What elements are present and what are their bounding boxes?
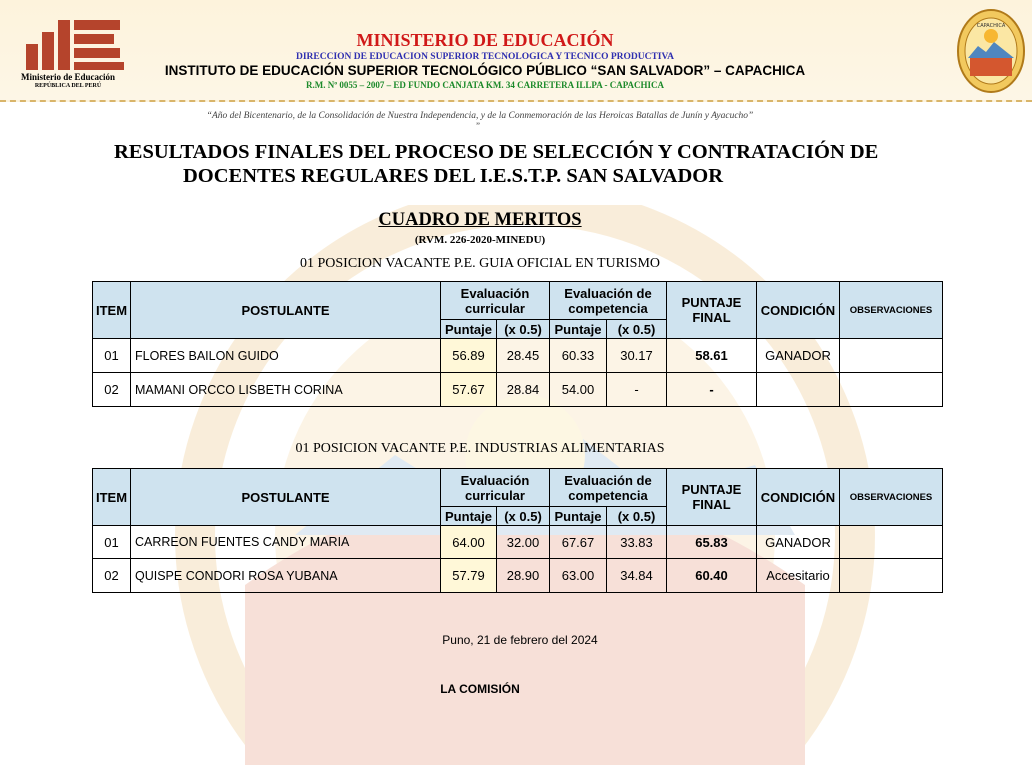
col-puntaje-final: PUNTAJE FINAL [667, 282, 757, 339]
cell-comp-x05: 30.17 [607, 339, 667, 373]
page-title [100, 140, 950, 188]
title-line-1: RESULTADOS FINALES DEL PROCESO DE SELECCIÓN Y CONTRATACIÓN DE [114, 141, 879, 163]
cell-item: 01 [93, 526, 131, 559]
direction-line: DIRECCION DE EDUCACION SUPERIOR TECNOLOGICA Y TECNICO PRODUCTIVA [295, 52, 675, 62]
cell-name: CARREON FUENTES CANDY MARIA [131, 526, 441, 559]
cell-observaciones [840, 373, 943, 407]
cell-final: 58.61 [667, 339, 757, 373]
col-x05: (x 0.5) [497, 320, 550, 339]
results-table [92, 468, 943, 593]
cell-curr-puntaje: 57.79 [441, 559, 497, 593]
col-x05: (x 0.5) [607, 320, 667, 339]
ministry-logo-icon [22, 18, 132, 70]
cell-condicion: GANADOR [757, 526, 840, 559]
cell-name: MAMANI ORCCO LISBETH CORINA [131, 373, 441, 407]
cuadro-heading: CUADRO DE MERITOS [378, 210, 582, 230]
cell-curr-puntaje: 57.67 [441, 373, 497, 407]
cell-comp-puntaje: 60.33 [550, 339, 607, 373]
letterhead [0, 0, 1032, 102]
cell-comp-puntaje: 67.67 [550, 526, 607, 559]
year-motto-close: ” [476, 121, 480, 131]
cell-final: 60.40 [667, 559, 757, 593]
col-condicion: CONDICIÓN [757, 282, 840, 339]
cell-observaciones [840, 526, 943, 559]
cell-final: - [667, 373, 757, 407]
cell-final: 65.83 [667, 526, 757, 559]
cell-observaciones [840, 339, 943, 373]
col-condicion: CONDICIÓN [757, 469, 840, 526]
col-x05: (x 0.5) [497, 507, 550, 526]
col-eval-curricular: Evaluación curricular [441, 469, 550, 507]
col-puntaje: Puntaje [550, 507, 607, 526]
resolution-address: R.M. Nº 0055 – 2007 – ED FUNDO CANJATA KM. 34 CARRETERA ILLPA - CAPACHICA [305, 80, 665, 90]
rvm-reference: (RVM. 226-2020-MINEDU) [414, 234, 546, 246]
col-observaciones: OBSERVACIONES [840, 469, 943, 526]
cell-condicion: Accesitario [757, 559, 840, 593]
footer-signature: LA COMISIÓN [440, 682, 520, 696]
col-puntaje: Puntaje [550, 320, 607, 339]
institute-seal-icon [956, 8, 1026, 94]
cell-comp-x05: 34.84 [607, 559, 667, 593]
cell-curr-x05: 28.90 [497, 559, 550, 593]
col-puntaje: Puntaje [441, 507, 497, 526]
cell-condicion [757, 373, 840, 407]
col-postulante: POSTULANTE [131, 469, 441, 526]
cell-curr-x05: 28.84 [497, 373, 550, 407]
year-motto: “Año del Bicentenario, de la Consolidación de Nuestra Independencia, y de la Conmemoración de las Heroicas Batallas de Junín y Ayacucho” [206, 111, 754, 121]
cell-comp-puntaje: 63.00 [550, 559, 607, 593]
ministry-title: MINISTERIO DE EDUCACIÓN [356, 30, 614, 50]
col-puntaje: Puntaje [441, 320, 497, 339]
cell-curr-puntaje: 56.89 [441, 339, 497, 373]
col-x05: (x 0.5) [607, 507, 667, 526]
seal-text: CAPACHICA [976, 23, 1006, 29]
footer-date: Puno, 21 de febrero del 2024 [442, 633, 598, 647]
cell-comp-x05: - [607, 373, 667, 407]
col-eval-curricular: Evaluación curricular [441, 282, 550, 320]
results-table [92, 281, 943, 407]
col-item: ITEM [93, 282, 131, 339]
cell-condicion: GANADOR [757, 339, 840, 373]
col-eval-competencia: Evaluación de competencia [550, 282, 667, 320]
col-observaciones: OBSERVACIONES [840, 282, 943, 339]
table-row [93, 339, 943, 373]
cell-item: 02 [93, 559, 131, 593]
col-eval-competencia: Evaluación de competencia [550, 469, 667, 507]
institute-name: INSTITUTO DE EDUCACIÓN SUPERIOR TECNOLÓGICO PÚBLICO “SAN SALVADOR” – CAPACHICA [164, 63, 806, 78]
cell-curr-puntaje: 64.00 [441, 526, 497, 559]
cell-observaciones [840, 559, 943, 593]
section-title: 01 POSICION VACANTE P.E. GUIA OFICIAL EN TURISMO [299, 256, 660, 271]
col-puntaje-final: PUNTAJE FINAL [667, 469, 757, 526]
col-postulante: POSTULANTE [131, 282, 441, 339]
ministry-logo [22, 18, 132, 70]
table-row [93, 559, 943, 593]
cell-name: FLORES BAILON GUIDO [131, 339, 441, 373]
cell-comp-puntaje: 54.00 [550, 373, 607, 407]
cell-comp-x05: 33.83 [607, 526, 667, 559]
cell-name: QUISPE CONDORI ROSA YUBANA [131, 559, 441, 593]
section-title: 01 POSICION VACANTE P.E. INDUSTRIAS ALIMENTARIAS [295, 441, 665, 456]
title-line-2: DOCENTES REGULARES DEL I.E.S.T.P. SAN SALVADOR [183, 165, 724, 187]
cell-item: 02 [93, 373, 131, 407]
table-row [93, 526, 943, 559]
logo-subcaption: REPÚBLICA DEL PERÚ [34, 83, 102, 89]
cell-curr-x05: 32.00 [497, 526, 550, 559]
logo-caption: Ministerio de Educación [21, 72, 115, 82]
cell-item: 01 [93, 339, 131, 373]
table-row [93, 373, 943, 407]
col-item: ITEM [93, 469, 131, 526]
cell-curr-x05: 28.45 [497, 339, 550, 373]
